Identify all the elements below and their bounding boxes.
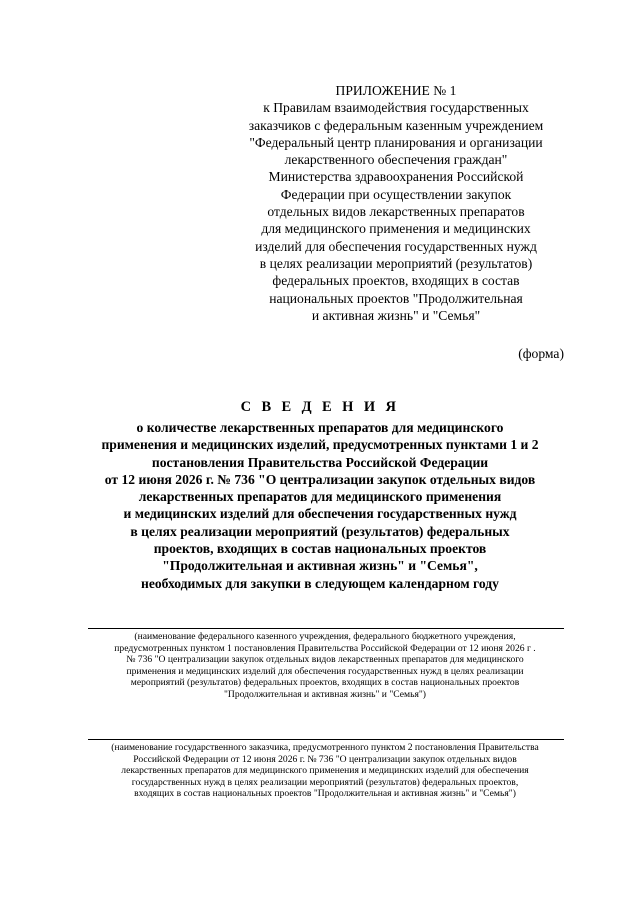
subtitle-line: проектов, входящих в состав национальных проектов bbox=[153, 541, 487, 557]
caption-line: лекарственных препаратов для медицинского применения и медицинских изделий для обеспечения bbox=[121, 765, 529, 777]
subtitle-line: о количестве лекарственных препаратов для медицинского bbox=[136, 420, 504, 435]
caption-line: "Продолжительная и активная жизнь" и "Семья") bbox=[223, 688, 427, 700]
subtitle-line: необходимых для закупки в следующем календарном году bbox=[141, 575, 499, 591]
appendix-line: к Правилам взаимодействия государственных bbox=[263, 100, 529, 116]
caption-line: государственных нужд в целях реализации мероприятий (результатов) федеральных проектов, bbox=[131, 776, 519, 788]
subtitle-line: и медицинских изделий для обеспечения государственных нужд bbox=[123, 506, 517, 522]
institution-name-fill-line[interactable] bbox=[88, 628, 564, 629]
institution-name-caption bbox=[72, 631, 578, 701]
appendix-line: в целях реализации мероприятий (результатов) bbox=[259, 255, 533, 271]
customer-name-caption bbox=[72, 742, 578, 800]
subtitle-line: применения и медицинских изделий, предусмотренных пунктами 1 и 2 bbox=[101, 437, 539, 453]
appendix-line: для медицинского применения и медицинских bbox=[261, 221, 531, 237]
document-subtitle bbox=[40, 419, 600, 592]
caption-line: применения и медицинских изделий для обеспечения государственных нужд в целях реализации bbox=[126, 665, 524, 677]
appendix-line: национальных проектов "Продолжительная bbox=[269, 290, 523, 306]
caption-line: мероприятий (результатов) федеральных проектов, входящих в состав национальных проектов bbox=[130, 677, 520, 689]
appendix-line: "Федеральный центр планирования и организации bbox=[249, 134, 543, 150]
appendix-title: ПРИЛОЖЕНИЕ № 1 bbox=[335, 83, 457, 98]
caption-line: (наименование государственного заказчика, предусмотренного пунктом 2 постановления Правительства bbox=[111, 742, 539, 753]
subtitle-line: "Продолжительная и активная жизнь" и "Семья", bbox=[162, 558, 478, 574]
subtitle-line: постановления Правительства Российской Федерации bbox=[151, 454, 489, 470]
caption-line: № 736 "О централизации закупок отдельных видов лекарственных препаратов для медицинского bbox=[126, 654, 524, 666]
appendix-line: и активная жизнь" и "Семья" bbox=[311, 307, 481, 323]
appendix-line: отдельных видов лекарственных препаратов bbox=[267, 204, 525, 220]
caption-line: предусмотренных пунктом 1 постановления Правительства Российской Федерации от 12 июня 2026 г . bbox=[114, 642, 536, 654]
appendix-line: заказчиков с федеральным казенным учреждением bbox=[248, 117, 544, 133]
document-title: С В Е Д Е Н И Я bbox=[240, 399, 400, 415]
caption-line: Российской Федерации от 12 июня 2026 г. № 736 "О централизации закупок отдельных видов bbox=[133, 753, 517, 765]
subtitle-line: в целях реализации мероприятий (результатов) федеральных bbox=[130, 523, 510, 539]
form-label: (форма) bbox=[518, 346, 564, 361]
subtitle-line: лекарственных препаратов для медицинского применения bbox=[138, 489, 502, 505]
customer-name-fill-line[interactable] bbox=[88, 739, 564, 740]
appendix-line: лекарственного обеспечения граждан" bbox=[284, 152, 508, 168]
appendix-line: Федерации при осуществлении закупок bbox=[280, 186, 512, 202]
appendix-header bbox=[228, 82, 564, 324]
appendix-line: изделий для обеспечения государственных нужд bbox=[255, 238, 537, 254]
caption-line: входящих в состав национальных проектов "Продолжительная и активная жизнь" и "Семья") bbox=[134, 788, 516, 800]
appendix-line: федеральных проектов, входящих в состав bbox=[272, 273, 520, 289]
appendix-line: Министерства здравоохранения Российской bbox=[268, 169, 524, 185]
subtitle-line: от 12 июня 2026 г. № 736 "О централизации закупок отдельных видов bbox=[104, 471, 536, 487]
caption-line: (наименование федерального казенного учреждения, федерального бюджетного учреждения, bbox=[134, 631, 516, 642]
